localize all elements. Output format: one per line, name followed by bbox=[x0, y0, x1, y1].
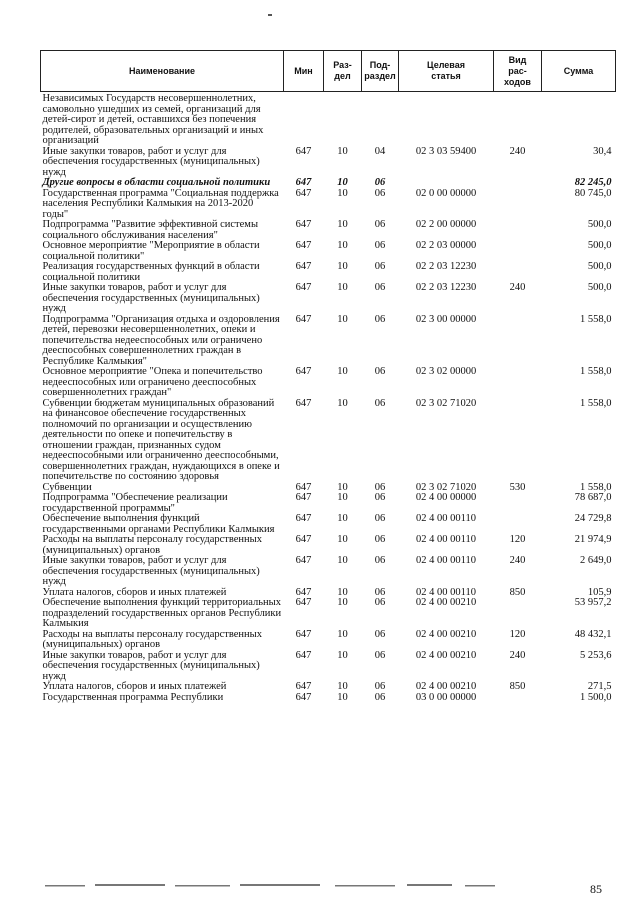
header-min: Мин bbox=[284, 51, 324, 92]
row-podrazdel: 06 bbox=[374, 219, 386, 230]
row-podrazdel: 06 bbox=[374, 282, 386, 293]
row-vid: 120 bbox=[509, 628, 526, 640]
row-celevaya: 02 2 03 00000 bbox=[415, 240, 477, 251]
row-summa: 271,5 bbox=[587, 681, 612, 692]
row-razdel: 10 bbox=[337, 628, 348, 640]
row-podrazdel: 06 bbox=[374, 691, 386, 703]
row-vid: 850 bbox=[509, 681, 526, 692]
table-row bbox=[41, 682, 616, 693]
row-razdel: 10 bbox=[337, 397, 348, 409]
row-podrazdel bbox=[362, 92, 399, 147]
row-name: Подпрограмма "Развитие эффективной системы социального обслуживания населения" bbox=[42, 219, 258, 241]
row-name: Расходы на выплаты персоналу государственных (муниципальных) органов bbox=[42, 534, 262, 556]
table-row bbox=[41, 220, 616, 241]
row-summa: 24 729,8 bbox=[574, 513, 612, 524]
row-celevaya: 02 4 00 00110 bbox=[416, 513, 476, 524]
row-name: Субвенции bbox=[42, 481, 92, 493]
row-vid bbox=[494, 220, 542, 241]
row-name: Подпрограмма "Организация отдыха и оздоровления детей, перевозки несовершеннолетних, опеки и попечительства недееспособных или ограничено дееспособных совершеннолетних граждан в Республике Калмыкия" bbox=[42, 313, 280, 367]
row-razdel: 10 bbox=[337, 145, 348, 157]
table-row bbox=[41, 693, 616, 704]
row-razdel: 10 bbox=[337, 313, 348, 325]
row-min: 647 bbox=[295, 282, 312, 293]
table-row bbox=[41, 178, 616, 189]
row-name: Подпрограмма "Обеспечение реализации государственной программы" bbox=[42, 492, 228, 514]
row-celevaya: 02 4 00 00210 bbox=[415, 681, 477, 692]
row-summa: 82 245,0 bbox=[574, 177, 612, 188]
header-podrazdel: Под- раздел bbox=[362, 51, 399, 92]
page-number: 85 bbox=[590, 882, 602, 896]
row-celevaya: 02 3 03 59400 bbox=[415, 145, 477, 157]
row-summa: 105,9 bbox=[587, 586, 612, 598]
table-row bbox=[41, 399, 616, 483]
row-razdel: 10 bbox=[337, 534, 348, 545]
row-podrazdel: 06 bbox=[374, 492, 386, 503]
row-vid bbox=[494, 189, 542, 221]
row-name: Уплата налогов, сборов и иных платежей bbox=[42, 586, 227, 598]
row-podrazdel: 06 bbox=[374, 681, 386, 692]
row-vid bbox=[494, 514, 542, 535]
row-min: 647 bbox=[295, 492, 312, 503]
row-summa: 500,0 bbox=[587, 282, 612, 293]
row-min: 647 bbox=[295, 481, 312, 493]
row-vid: 240 bbox=[509, 145, 526, 157]
row-summa: 78 687,0 bbox=[574, 492, 612, 503]
row-razdel: 10 bbox=[337, 219, 348, 230]
row-min: 647 bbox=[295, 628, 312, 640]
row-celevaya: 02 3 00 00000 bbox=[415, 313, 477, 325]
row-podrazdel: 06 bbox=[374, 534, 386, 545]
row-min: 647 bbox=[295, 513, 312, 524]
row-razdel bbox=[324, 92, 362, 147]
row-celevaya: 02 2 00 00000 bbox=[415, 219, 477, 230]
header-name: Наименование bbox=[41, 51, 284, 92]
table-row bbox=[41, 556, 616, 588]
row-min bbox=[284, 92, 324, 147]
row-celevaya: 02 4 00 00110 bbox=[416, 534, 476, 545]
table-row bbox=[41, 315, 616, 368]
row-celevaya bbox=[399, 92, 494, 147]
row-min: 647 bbox=[295, 313, 312, 325]
row-min: 647 bbox=[295, 261, 312, 272]
row-name: Уплата налогов, сборов и иных платежей bbox=[42, 681, 227, 692]
table-row bbox=[41, 651, 616, 683]
table-header-row bbox=[41, 51, 616, 92]
row-name: Субвенции бюджетам муниципальных образований на финансовое обеспечение государственных полномочий по организации и осуществлению деятельности по опеке и попечительству в отношении граждан, признанных судом недееспособными или ограниченно дееспособными, совершеннолетних граждан, нуждающихся в опеке и попечительстве по состоянию здоровья bbox=[42, 397, 280, 482]
row-summa: 500,0 bbox=[587, 219, 612, 230]
row-podrazdel: 06 bbox=[374, 366, 386, 377]
row-summa: 500,0 bbox=[587, 261, 612, 272]
row-min: 647 bbox=[295, 555, 312, 566]
row-name: Реализация государственных функций в области социальной политики bbox=[42, 261, 260, 283]
row-summa: 53 957,2 bbox=[574, 597, 612, 608]
row-celevaya: 02 4 00 00110 bbox=[416, 555, 476, 566]
row-podrazdel: 06 bbox=[374, 586, 386, 598]
row-name: Государственная программа Республики bbox=[42, 691, 224, 703]
row-summa: 2 649,0 bbox=[580, 555, 612, 566]
row-vid: 240 bbox=[509, 282, 526, 293]
row-podrazdel: 06 bbox=[374, 187, 386, 199]
row-razdel: 10 bbox=[337, 597, 348, 608]
row-name: Иные закупки товаров, работ и услуг для обеспечения государственных (муниципальных) нужд bbox=[42, 555, 260, 587]
row-razdel: 10 bbox=[337, 187, 348, 199]
row-celevaya: 02 0 00 00000 bbox=[415, 187, 477, 199]
row-razdel: 10 bbox=[337, 366, 348, 377]
row-celevaya: 02 3 02 71020 bbox=[415, 397, 477, 409]
row-min: 647 bbox=[295, 597, 312, 608]
table-row bbox=[41, 262, 616, 283]
table-row bbox=[41, 630, 616, 651]
row-name: Основное мероприятие "Мероприятие в области социальной политики" bbox=[42, 240, 260, 262]
row-razdel: 10 bbox=[337, 681, 348, 692]
row-vid: 530 bbox=[509, 481, 526, 493]
row-vid bbox=[494, 92, 542, 147]
row-summa: 80 745,0 bbox=[574, 187, 612, 199]
row-vid: 240 bbox=[509, 555, 526, 566]
row-podrazdel: 06 bbox=[374, 481, 386, 493]
row-podrazdel: 06 bbox=[374, 261, 386, 272]
row-razdel: 10 bbox=[337, 282, 348, 293]
row-podrazdel: 04 bbox=[374, 145, 386, 157]
row-podrazdel: 06 bbox=[374, 397, 386, 409]
row-min: 647 bbox=[295, 187, 312, 199]
row-name: Иные закупки товаров, работ и услуг для обеспечения государственных (муниципальных) нужд bbox=[42, 282, 260, 314]
row-razdel: 10 bbox=[337, 691, 348, 703]
table-row bbox=[41, 535, 616, 556]
header-razdel: Раз- дел bbox=[324, 51, 362, 92]
row-celevaya: 02 3 02 71020 bbox=[415, 481, 477, 493]
row-vid bbox=[494, 262, 542, 283]
row-razdel: 10 bbox=[337, 177, 348, 188]
row-celevaya: 02 4 00 00110 bbox=[416, 586, 476, 598]
row-celevaya bbox=[399, 178, 494, 189]
table-row bbox=[41, 598, 616, 630]
row-podrazdel: 06 bbox=[374, 240, 386, 251]
row-razdel: 10 bbox=[337, 649, 348, 661]
row-celevaya: 02 4 00 00210 bbox=[415, 628, 477, 640]
row-podrazdel: 06 bbox=[374, 313, 386, 325]
row-vid bbox=[494, 598, 542, 630]
row-min: 647 bbox=[295, 240, 312, 251]
row-summa: 48 432,1 bbox=[574, 628, 612, 640]
budget-table bbox=[40, 50, 616, 703]
row-razdel: 10 bbox=[337, 513, 348, 524]
scan-noise bbox=[35, 882, 575, 890]
row-summa: 5 253,6 bbox=[580, 649, 612, 661]
row-razdel: 10 bbox=[337, 586, 348, 598]
row-vid bbox=[494, 693, 542, 704]
row-min: 647 bbox=[295, 177, 312, 188]
table-row bbox=[41, 367, 616, 399]
row-min: 647 bbox=[295, 691, 312, 703]
table-row bbox=[41, 189, 616, 221]
row-razdel: 10 bbox=[337, 261, 348, 272]
row-razdel: 10 bbox=[337, 481, 348, 493]
header-celevaya: Целевая статья bbox=[399, 51, 494, 92]
row-min: 647 bbox=[295, 366, 312, 377]
table-row bbox=[41, 92, 616, 147]
row-vid: 240 bbox=[509, 649, 526, 661]
row-razdel: 10 bbox=[337, 492, 348, 503]
header-summa: Сумма bbox=[542, 51, 616, 92]
row-podrazdel: 06 bbox=[374, 555, 386, 566]
row-summa bbox=[542, 92, 616, 147]
row-vid bbox=[494, 178, 542, 189]
row-celevaya: 02 4 00 00210 bbox=[415, 597, 477, 608]
row-podrazdel: 06 bbox=[374, 649, 386, 661]
table-row bbox=[41, 283, 616, 315]
row-name: Основное мероприятие "Опека и попечительство недееспособных или ограничено дееспособных совершеннолетних граждан" bbox=[42, 366, 263, 398]
row-min: 647 bbox=[295, 145, 312, 157]
row-name: Обеспечение выполнения функций территориальных подразделений государственных органов Республики Калмыкия bbox=[42, 597, 282, 629]
row-vid bbox=[494, 367, 542, 399]
row-podrazdel: 06 bbox=[374, 597, 386, 608]
row-min: 647 bbox=[295, 586, 312, 598]
row-name: Иные закупки товаров, работ и услуг для обеспечения государственных (муниципальных) нужд bbox=[42, 649, 260, 682]
row-podrazdel: 06 bbox=[374, 513, 386, 524]
row-podrazdel: 06 bbox=[374, 177, 386, 188]
row-summa: 1 558,0 bbox=[580, 366, 612, 377]
header-vid: Вид рас- ходов bbox=[494, 51, 542, 92]
budget-table-sheet bbox=[40, 50, 615, 703]
row-min: 647 bbox=[295, 534, 312, 545]
scan-mark bbox=[268, 14, 272, 16]
row-vid bbox=[494, 399, 542, 483]
row-name: Государственная программа "Социальная поддержка населения Республики Калмыкия на 2013-2020 годы" bbox=[42, 187, 279, 220]
row-name: Независимых Государств несовершеннолетних, самовольно ушедших из семей, организаций для детей-сирот и детей, оставшихся без попечения родителей, образовательных организаций и иных организаций bbox=[42, 93, 264, 146]
row-min: 647 bbox=[295, 219, 312, 230]
row-celevaya: 02 3 02 00000 bbox=[415, 366, 477, 377]
row-summa: 1 500,0 bbox=[580, 691, 612, 703]
row-summa: 500,0 bbox=[587, 240, 612, 251]
row-razdel: 10 bbox=[337, 240, 348, 251]
row-vid: 850 bbox=[509, 586, 526, 598]
row-summa: 21 974,9 bbox=[574, 534, 612, 545]
row-min: 647 bbox=[295, 397, 312, 409]
row-razdel: 10 bbox=[337, 555, 348, 566]
row-name: Другие вопросы в области социальной политики bbox=[42, 177, 271, 188]
table-row bbox=[41, 514, 616, 535]
row-celevaya: 02 4 00 00000 bbox=[415, 492, 477, 503]
row-vid bbox=[494, 315, 542, 368]
row-celevaya: 02 2 03 12230 bbox=[415, 261, 477, 272]
row-summa: 1 558,0 bbox=[580, 397, 612, 409]
row-min: 647 bbox=[295, 681, 312, 692]
row-summa: 1 558,0 bbox=[580, 313, 612, 325]
row-celevaya: 02 2 03 12230 bbox=[415, 282, 477, 293]
row-summa: 30,4 bbox=[593, 145, 612, 157]
row-vid: 120 bbox=[509, 534, 526, 545]
table-row bbox=[41, 493, 616, 514]
row-podrazdel: 06 bbox=[374, 628, 386, 640]
row-name: Обеспечение выполнения функций государственными органами Республики Калмыкия bbox=[42, 513, 275, 535]
row-vid bbox=[494, 493, 542, 514]
row-min: 647 bbox=[295, 649, 312, 661]
row-vid bbox=[494, 241, 542, 262]
table-body bbox=[41, 92, 616, 704]
row-summa: 1 558,0 bbox=[580, 481, 612, 493]
row-celevaya: 02 4 00 00210 bbox=[415, 649, 477, 661]
table-row bbox=[41, 241, 616, 262]
row-name: Иные закупки товаров, работ и услуг для обеспечения государственных (муниципальных) нужд bbox=[42, 145, 260, 178]
table-row bbox=[41, 147, 616, 179]
row-name: Расходы на выплаты персоналу государственных (муниципальных) органов bbox=[42, 628, 262, 650]
row-celevaya: 03 0 00 00000 bbox=[415, 691, 477, 703]
